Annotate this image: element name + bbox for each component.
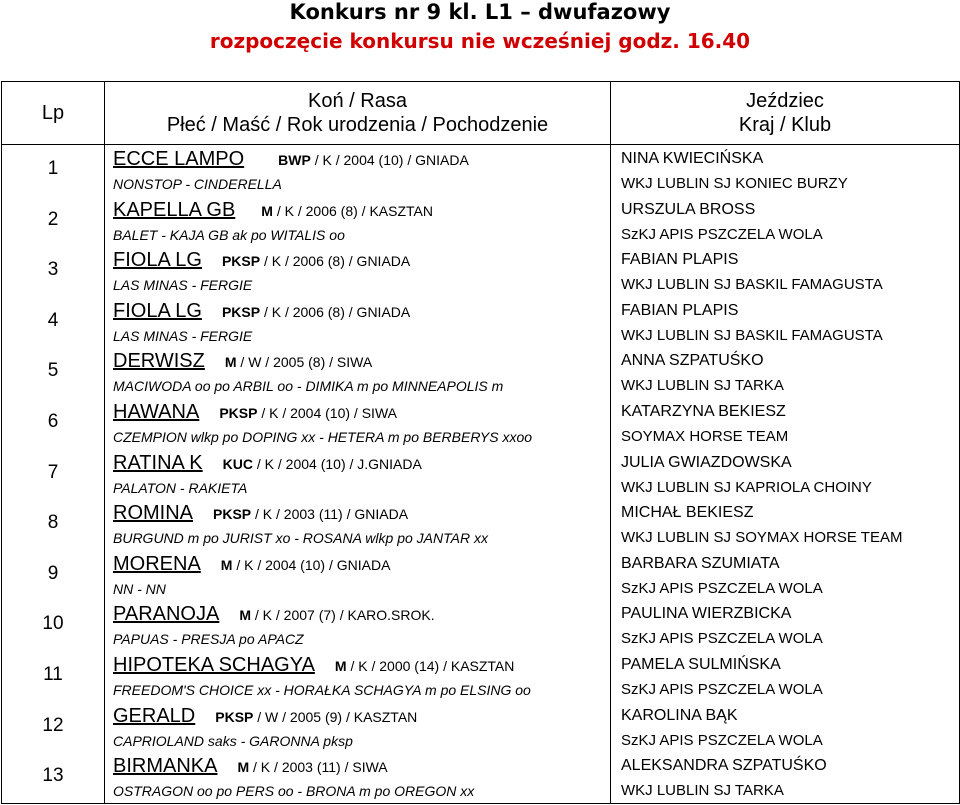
rider-name: BARBARA SZUMIATA: [621, 554, 780, 572]
entry-number: 8: [47, 512, 59, 534]
horse-details: / K / 2006 (8) / GNIADA: [260, 303, 411, 320]
horse-breed: M: [239, 607, 251, 624]
horse-details: / K / 2004 (10) / SIWA: [257, 405, 397, 421]
horse-entry: [113, 601, 435, 651]
entry-number: 1: [47, 158, 59, 179]
rider-club: SzKJ APIS PSZCZELA WOLA: [621, 579, 823, 597]
rider-entry: [621, 652, 823, 702]
rider-name: PAMELA SULMIŃSKA: [621, 656, 781, 673]
rider-name: MICHAŁ BEKIESZ: [621, 504, 754, 522]
horse-name: FIOLA LG: [113, 299, 202, 322]
rider-name: ANNA SZPATUŚKO: [621, 352, 764, 370]
horse-breed: PKSP: [221, 303, 261, 320]
horse-breed: BWP: [278, 152, 311, 168]
horse-breed: M: [237, 759, 250, 776]
entry-number: 6: [47, 411, 59, 432]
rider-club: WKJ LUBLIN SJ BASKIL FAMAGUSTA: [621, 276, 883, 294]
horse-line: [113, 551, 390, 577]
start-list-table: [1, 81, 960, 804]
rider-header-line2: Kraj / Klub: [738, 114, 832, 136]
rider-column: [611, 145, 960, 804]
horse-entry: [113, 500, 488, 550]
rider-club: WKJ LUBLIN SJ KONIEC BURZY: [621, 175, 848, 192]
horse-details: / K / 2003 (11) / SIWA: [249, 759, 388, 776]
lp-header: [2, 82, 105, 145]
rider-club: SzKJ APIS PSZCZELA WOLA: [621, 225, 823, 243]
horse-pedigree: FREEDOM'S CHOICE xx - HORAŁKA SCHAGYA m po ELSING oo: [113, 682, 531, 698]
rider-entry: [621, 551, 823, 601]
start-time-note: rozpoczęcie konkursu nie wcześniej godz. 16.40: [209, 29, 751, 53]
rider-entry: [621, 197, 823, 247]
horse-name: KAPELLA GB: [113, 198, 236, 221]
rider-entry: [621, 348, 784, 398]
rider-club: WKJ LUBLIN SJ KAPRIOLA CHOINY: [621, 478, 872, 496]
rider-club: WKJ LUBLIN SJ TARKA: [621, 782, 784, 800]
horse-breed: M: [334, 658, 347, 674]
horse-pedigree: CAPRIOLAND saks - GARONNA pksp: [113, 732, 353, 749]
horse-column: [105, 145, 611, 804]
horse-pedigree: MACIWODA oo po ARBIL oo - DIMIKA m po MINNEAPOLIS m: [113, 378, 504, 395]
horse-breed: PKSP: [219, 405, 258, 421]
competition-title: Konkurs nr 9 kl. L1 – dwufazowy: [289, 0, 671, 24]
horse-name: FIOLA LG: [113, 249, 202, 272]
horse-name: HIPOTEKA SCHAGYA: [113, 654, 315, 676]
horse-details: / K / 2006 (8) / KASZTAN: [272, 202, 433, 219]
horse-name: GERALD: [113, 704, 196, 727]
horse-line: [113, 247, 410, 273]
horse-details: / K / 2003 (11) / GNIADA: [251, 506, 409, 523]
horse-pedigree: OSTRAGON oo po PERS oo - BRONA m po OREGON xx: [113, 783, 475, 800]
rider-name: NINA KWIECIŃSKA: [621, 150, 764, 167]
horse-line: [113, 753, 474, 779]
horse-breed: PKSP: [213, 506, 252, 523]
entry-number: 3: [47, 259, 59, 281]
entry-number: 9: [47, 562, 59, 584]
rider-name: KATARZYNA BEKIESZ: [621, 403, 786, 420]
horse-line: [113, 652, 531, 678]
horse-line: [113, 298, 410, 324]
horse-pedigree: CZEMPION wlkp po DOPING xx - HETERA m po BERBERYS xxoo: [113, 429, 533, 445]
rider-name: PAULINA WIERZBICKA: [621, 605, 792, 623]
horse-details: / W / 2005 (9) / KASZTAN: [253, 708, 418, 725]
rider-entry: [621, 500, 902, 550]
horse-entry: [113, 247, 410, 297]
rider-club: SzKJ APIS PSZCZELA WOLA: [621, 731, 823, 749]
horse-entry: [113, 348, 503, 398]
rider-entry: [621, 450, 872, 500]
rider-club: WKJ LUBLIN SJ BASKIL FAMAGUSTA: [621, 326, 883, 344]
rider-entry: [621, 247, 883, 297]
entry-number: 13: [42, 765, 64, 787]
rider-name: FABIAN PLAPIS: [621, 251, 739, 269]
horse-entry: [113, 703, 417, 753]
entry-number: 12: [42, 714, 64, 736]
entry-number: 7: [47, 461, 59, 483]
horse-name: PARANOJA: [113, 603, 220, 626]
horse-name: ECCE LAMPO: [113, 148, 245, 170]
horse-line: [113, 601, 435, 627]
rider-name: FABIAN PLAPIS: [621, 301, 739, 319]
horse-details: / K / 2006 (8) / GNIADA: [260, 253, 411, 270]
horse-pedigree: PAPUAS - PRESJA po APACZ: [113, 631, 304, 648]
horse-name: DERWISZ: [113, 350, 205, 373]
horse-name: BIRMANKA: [113, 755, 218, 778]
entry-number: 10: [42, 613, 64, 635]
horse-line: [113, 500, 488, 526]
rider-entry: [621, 298, 883, 348]
rider-entry: [621, 601, 823, 651]
horse-entry: [113, 551, 390, 601]
horse-pedigree: NN - NN: [113, 580, 166, 597]
horse-details: / W / 2005 (8) / SIWA: [236, 354, 373, 371]
lp-header-label: Lp: [41, 102, 65, 124]
horse-breed: KUC: [222, 455, 253, 472]
entry-number: 2: [47, 208, 59, 230]
horse-breed: M: [220, 556, 233, 573]
entry-number: 11: [43, 664, 63, 685]
horse-entry: [113, 753, 474, 803]
horse-header-line1: Koń / Rasa: [308, 90, 407, 112]
rider-entry: [621, 399, 788, 449]
horse-pedigree: NONSTOP - CINDERELLA: [113, 176, 282, 192]
entry-number: 4: [47, 309, 59, 331]
lp-column: [2, 145, 105, 804]
entry-number: 5: [47, 360, 59, 382]
rider-header: [611, 82, 960, 145]
horse-name: MORENA: [113, 552, 201, 575]
horse-line: [113, 399, 532, 425]
horse-name: RATINA K: [113, 451, 203, 474]
horse-details: / K / 2004 (10) / GNIADA: [310, 152, 469, 168]
horse-pedigree: PALATON - RAKIETA: [113, 479, 248, 496]
horse-details: / K / 2004 (10) / J.GNIADA: [253, 455, 422, 472]
rider-entry: [621, 753, 827, 803]
horse-breed: PKSP: [221, 253, 261, 270]
horse-name: ROMINA: [113, 502, 193, 525]
horse-details: / K / 2000 (14) / KASZTAN: [346, 658, 515, 674]
rider-entry: [621, 146, 848, 196]
rider-club: WKJ LUBLIN SJ SOYMAX HORSE TEAM: [621, 529, 903, 547]
horse-name: HAWANA: [113, 401, 200, 423]
rider-club: WKJ LUBLIN SJ TARKA: [621, 377, 784, 395]
horse-line: [113, 450, 422, 476]
rider-club: SzKJ APIS PSZCZELA WOLA: [621, 681, 823, 698]
rider-name: KAROLINA BĄK: [621, 706, 738, 724]
rider-club: SOYMAX HORSE TEAM: [621, 428, 789, 445]
horse-breed: PKSP: [215, 708, 254, 725]
rider-name: JULIA GWIAZDOWSKA: [621, 453, 792, 471]
horse-breed: M: [224, 354, 237, 371]
entries-body: [2, 145, 960, 804]
horse-header-line2: Płeć / Maść / Rok urodzenia / Pochodzenie: [166, 114, 549, 136]
horse-entry: [113, 652, 531, 702]
horse-line: [113, 348, 503, 374]
horse-entry: [113, 197, 433, 247]
rider-header-line1: Jeździec: [746, 90, 824, 112]
horse-pedigree: BALET - KAJA GB ak po WITALIS oo: [113, 226, 345, 243]
rider-club: SzKJ APIS PSZCZELA WOLA: [621, 630, 823, 648]
horse-line: [113, 197, 433, 223]
horse-details: / K / 2007 (7) / KARO.SROK.: [251, 607, 435, 624]
rider-name: URSZULA BROSS: [621, 200, 756, 218]
horse-details: / K / 2004 (10) / GNIADA: [232, 556, 391, 573]
horse-line: [113, 146, 469, 172]
horse-pedigree: BURGUND m po JURIST xo - ROSANA wlkp po JANTAR xx: [113, 530, 488, 547]
horse-pedigree: LAS MINAS - FERGIE: [113, 327, 253, 344]
rider-name: ALEKSANDRA SZPATUŚKO: [621, 757, 827, 775]
rider-entry: [621, 703, 823, 753]
horse-pedigree: LAS MINAS - FERGIE: [113, 277, 253, 294]
horse-header: [105, 82, 611, 145]
horse-entry: [113, 399, 532, 449]
header-row: [2, 82, 960, 145]
horse-entry: [113, 298, 410, 348]
horse-entry: [113, 146, 469, 196]
horse-entry: [113, 450, 422, 500]
horse-line: [113, 703, 417, 729]
horse-breed: M: [261, 202, 273, 219]
